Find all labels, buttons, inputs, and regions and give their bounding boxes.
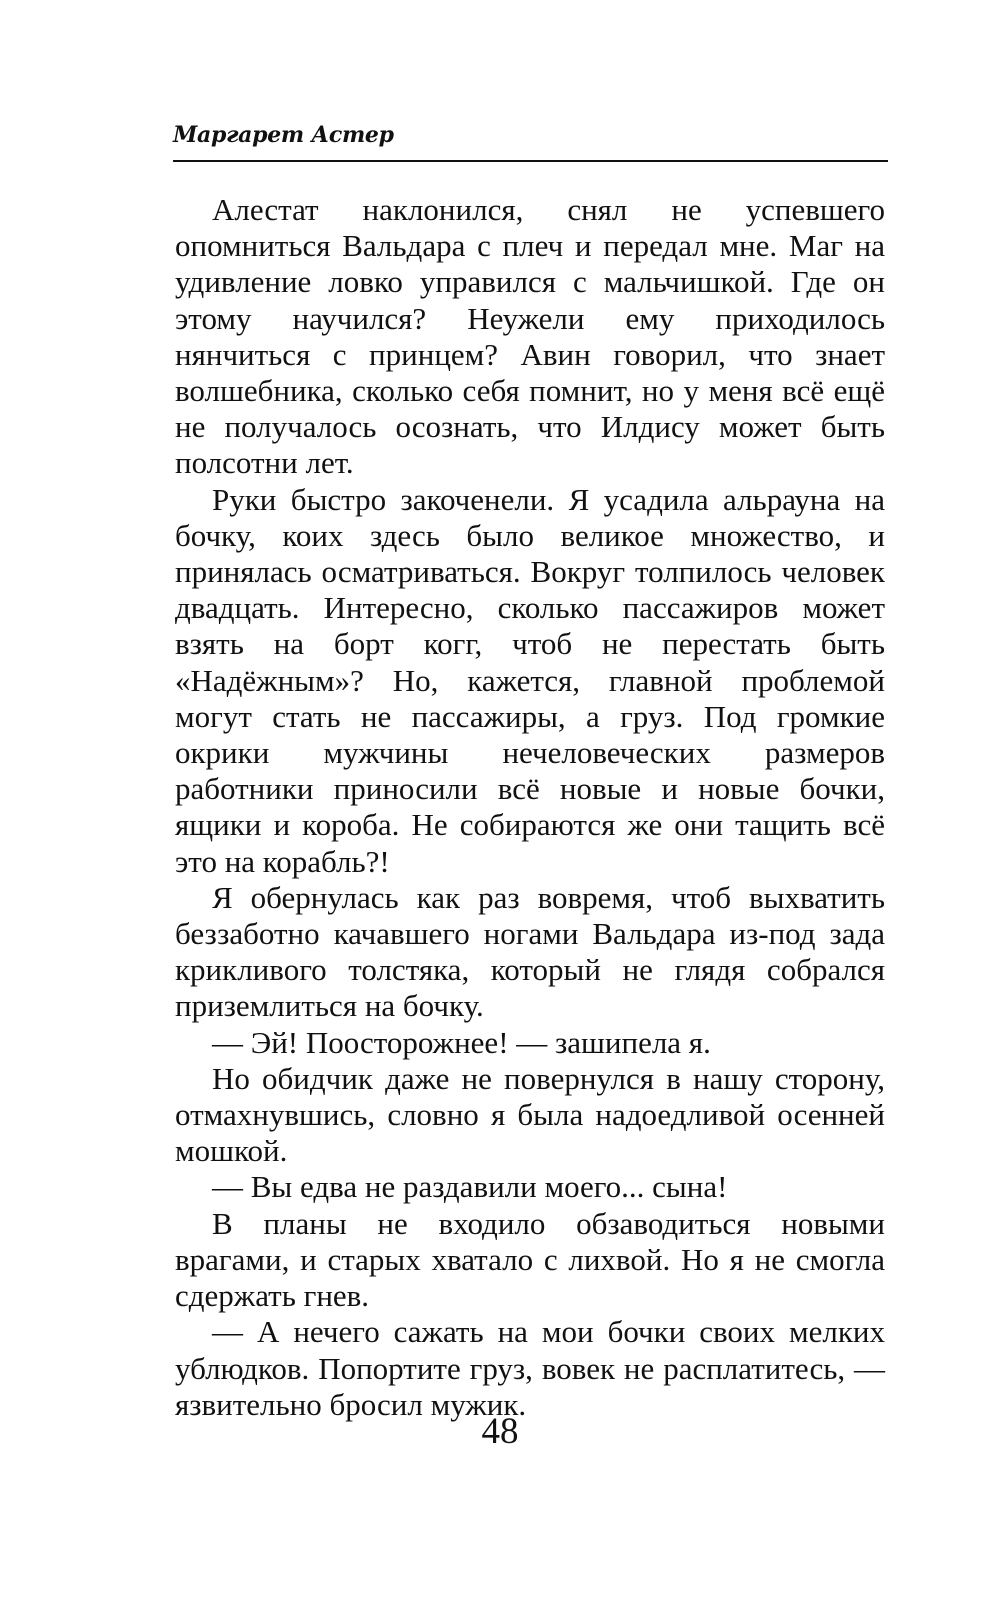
dialogue-line: — А нечего сажать на мои бочки своих мелких ублюдков. Попортите груз, вовек не расплатитесь, — язвительно бросил мужик. [175, 1314, 885, 1422]
body-text [175, 192, 885, 1423]
paragraph: Но обидчик даже не повернулся в нашу сторону, отмахнувшись, словно я была надоедливой осенней мошкой. [175, 1060, 885, 1169]
paragraph: Я обернулась как раз вовремя, чтоб выхватить беззаботно качавшего ногами Вальдара из-под зада крикливого толстяка, который не глядя собрался приземлиться на бочку. [175, 879, 885, 1024]
paragraph: Руки быстро закоченели. Я усадила альрауна на бочку, коих здесь было великое множество, и принялась осматриваться. Вокруг толпилось человек двадцать. Интересно, сколько пассажиров может взять на борт когг, чтоб не перестать быть «Надёжным»? Но, кажется, главной проблемой могут стать не пассажиры, а груз. Под громкие окрики мужчины нечеловеческих размеров работники приносили всё новые и новые бочки, ящики и короба. Не собираются же они тащить всё это на корабль?! [175, 481, 885, 879]
dialogue-line: — Вы едва не раздавили моего... сына! [212, 1169, 728, 1205]
page-number: 48 [481, 1411, 519, 1452]
paragraph: В планы не входило обзаводиться новыми врагами, и старых хватало с лихвой. Но я не смогла сдержать гнев. [175, 1205, 885, 1314]
paragraph: Алестат наклонился, снял не успевшего опомниться Вальдара с плеч и передал мне. Маг на удивление ловко управился с мальчишкой. Где он этому научился? Неужели ему приходилось нянчиться с принцем? Авин говорил, что знает волшебника, сколько себя помнит, но у меня всё ещё не получалось осознать, что Илдису может быть полсотни лет. [175, 192, 885, 481]
running-head [173, 118, 888, 162]
dialogue-line: — Эй! Поосторожнее! — зашипела я. [212, 1024, 711, 1060]
running-head-author: Маргарет Астер [173, 122, 394, 148]
